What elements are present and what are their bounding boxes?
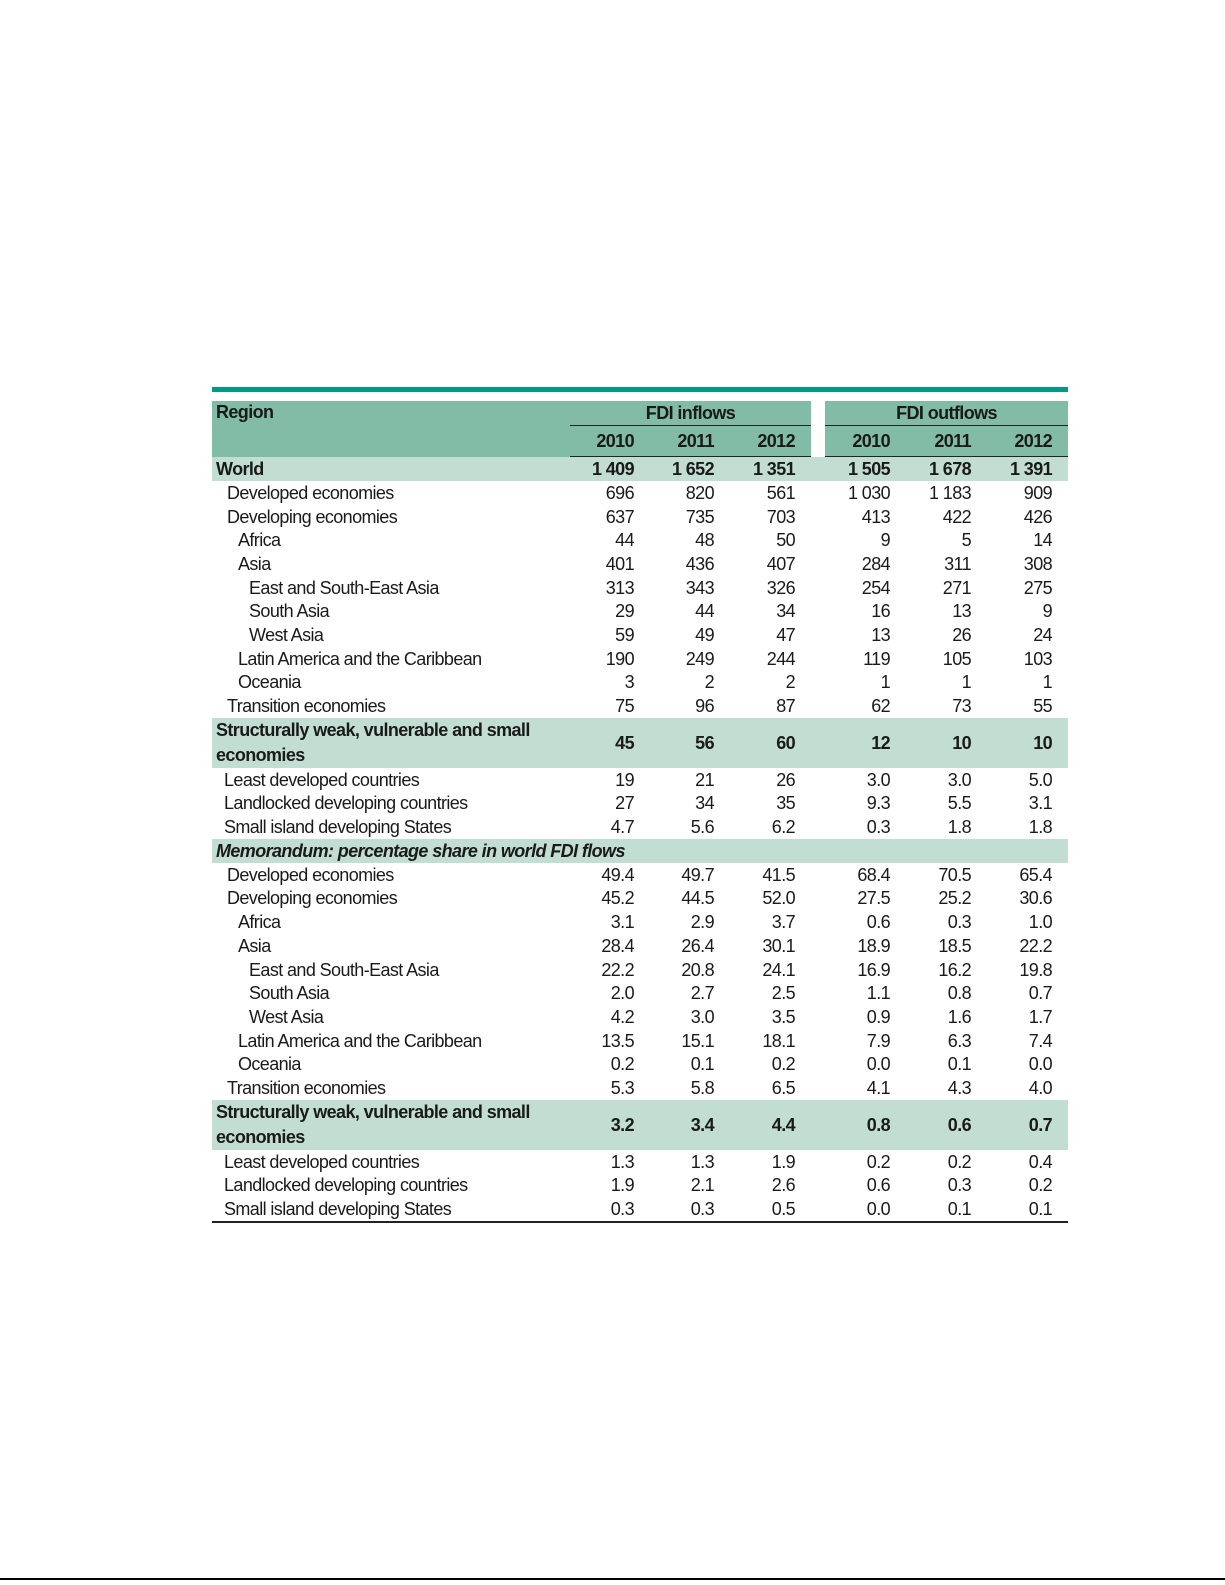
inflow-cell: 1 351 xyxy=(730,457,811,482)
outflow-cell: 18.9 xyxy=(857,935,891,956)
row-label: Latin America and the Caribbean xyxy=(238,1030,482,1051)
inflow-cell: 2.7 xyxy=(690,983,714,1004)
outflow-cell: 0.3 xyxy=(866,817,891,838)
region-header: Region xyxy=(212,401,570,457)
inflow-cell: 50 xyxy=(776,530,796,551)
table-row xyxy=(212,1197,1068,1221)
outflow-cell: 10 xyxy=(906,718,987,768)
inflow-cell: 1.3 xyxy=(690,1151,714,1172)
inflow-cell: 190 xyxy=(605,648,634,669)
outflow-cell: 9 xyxy=(1042,601,1053,622)
inflow-cell: 2.6 xyxy=(771,1175,796,1196)
inflow-cell: 34 xyxy=(695,793,714,814)
outflow-cell: 1.0 xyxy=(1028,912,1053,933)
memorandum-label: Memorandum: percentage share in world FDI flows xyxy=(212,839,1068,863)
inflow-cell: 13.5 xyxy=(601,1030,634,1051)
outflow-cell: 3.1 xyxy=(1028,793,1053,814)
outflow-cell: 5 xyxy=(961,530,972,551)
outflow-cell: 308 xyxy=(1023,553,1053,574)
outflow-cell: 9 xyxy=(880,530,891,551)
outflow-cell: 119 xyxy=(863,648,891,669)
outflow-cell: 7.9 xyxy=(866,1030,891,1051)
outflow-cell: 0.6 xyxy=(866,912,891,933)
outflow-cell: 0.8 xyxy=(947,983,972,1004)
table-row xyxy=(212,981,1068,1005)
outflow-cell: 65.4 xyxy=(1019,864,1053,885)
row-label: Developed economies xyxy=(227,482,394,503)
inflow-cell: 3.5 xyxy=(771,1006,796,1027)
inflow-cell: 5.8 xyxy=(690,1077,714,1098)
outflow-cell: 105 xyxy=(942,648,972,669)
inflow-cell: 0.5 xyxy=(771,1199,796,1220)
inflow-cell: 244 xyxy=(766,648,796,669)
table-row xyxy=(212,910,1068,934)
row-label: South Asia xyxy=(249,601,330,622)
row-label: Structurally weak, vulnerable and small economies xyxy=(212,718,570,768)
inflow-cell: 41.5 xyxy=(762,864,796,885)
table-row xyxy=(212,1005,1068,1029)
outflow-cell: 0.1 xyxy=(947,1054,972,1075)
inflow-cell: 49.7 xyxy=(681,864,714,885)
outflow-cell: 0.6 xyxy=(866,1175,891,1196)
outflow-cell: 0.1 xyxy=(1028,1199,1053,1220)
outflow-cell: 0.3 xyxy=(947,1175,972,1196)
year-header: 2011 xyxy=(906,426,987,457)
row-label: Structurally weak, vulnerable and small economies xyxy=(212,1100,570,1150)
outflow-cell: 18.5 xyxy=(938,935,972,956)
outflow-cell: 275 xyxy=(1023,577,1053,598)
table-row xyxy=(212,1150,1068,1174)
year-header: 2011 xyxy=(650,426,730,457)
table-row xyxy=(212,792,1068,816)
row-label: Developing economies xyxy=(227,888,398,909)
inflow-cell: 3.0 xyxy=(690,1006,714,1027)
inflow-cell: 0.1 xyxy=(690,1054,714,1075)
outflow-cell: 25.2 xyxy=(938,888,972,909)
year-header: 2010 xyxy=(825,426,906,457)
inflow-cell: 44.5 xyxy=(681,888,714,909)
table-row xyxy=(212,576,1068,600)
outflow-cell: 16.2 xyxy=(938,959,972,980)
fdi-data-table xyxy=(212,401,1068,1221)
outflow-cell: 6.3 xyxy=(947,1030,972,1051)
inflow-cell: 313 xyxy=(605,577,634,598)
inflow-cell: 6.5 xyxy=(771,1077,796,1098)
row-label: East and South-East Asia xyxy=(249,959,439,980)
inflow-cell: 26 xyxy=(776,769,796,790)
row-label: South Asia xyxy=(249,983,330,1004)
table-row xyxy=(212,457,1068,482)
outflow-cell: 55 xyxy=(1033,696,1053,717)
row-label: West Asia xyxy=(249,1006,324,1027)
inflow-cell: 1.9 xyxy=(610,1175,634,1196)
table-row xyxy=(212,481,1068,505)
inflow-cell: 249 xyxy=(685,648,714,669)
outflow-cell: 1.7 xyxy=(1028,1006,1053,1027)
table-row xyxy=(212,623,1068,647)
table-row xyxy=(212,768,1068,792)
table-row xyxy=(212,528,1068,552)
outflow-cell: 13 xyxy=(871,624,891,645)
inflow-cell: 27 xyxy=(615,793,634,814)
outflow-cell: 1.8 xyxy=(1028,817,1053,838)
inflow-cell: 2.5 xyxy=(771,983,796,1004)
inflow-cell: 45 xyxy=(570,718,650,768)
inflow-cell: 22.2 xyxy=(601,959,634,980)
outflow-cell: 4.1 xyxy=(866,1077,891,1098)
row-label: Developed economies xyxy=(227,864,394,885)
inflow-cell: 48 xyxy=(695,530,714,551)
inflow-cell: 44 xyxy=(695,601,714,622)
inflow-cell: 5.6 xyxy=(690,817,714,838)
outflow-cell: 311 xyxy=(944,553,972,574)
outflow-cell: 27.5 xyxy=(857,888,891,909)
outflows-header: FDI outflows xyxy=(825,401,1068,426)
page-bottom-rule xyxy=(0,1578,1225,1580)
outflow-cell: 26 xyxy=(952,624,972,645)
outflow-cell: 14 xyxy=(1033,530,1053,551)
outflow-cell: 422 xyxy=(942,506,972,527)
table-row xyxy=(212,552,1068,576)
outflow-cell: 7.4 xyxy=(1028,1030,1053,1051)
row-label: West Asia xyxy=(249,624,324,645)
outflow-cell: 0.3 xyxy=(947,912,972,933)
row-label: Small island developing States xyxy=(224,1199,452,1220)
inflow-cell: 703 xyxy=(766,506,796,527)
outflow-cell: 10 xyxy=(987,718,1068,768)
outflow-cell: 19.8 xyxy=(1019,959,1053,980)
inflow-cell: 30.1 xyxy=(762,935,796,956)
outflow-cell: 30.6 xyxy=(1019,888,1053,909)
outflow-cell: 1.6 xyxy=(947,1006,972,1027)
inflow-cell: 96 xyxy=(695,696,714,717)
outflow-cell: 62 xyxy=(871,696,891,717)
inflow-cell: 75 xyxy=(615,696,634,717)
outflow-cell: 22.2 xyxy=(1019,935,1053,956)
row-label: Asia xyxy=(238,553,271,574)
inflow-cell: 735 xyxy=(685,506,714,527)
table-row xyxy=(212,505,1068,529)
table-row xyxy=(212,1076,1068,1100)
fdi-table xyxy=(212,387,1068,1223)
outflow-cell: 4.3 xyxy=(947,1077,972,1098)
outflow-cell: 16.9 xyxy=(857,959,891,980)
inflow-cell: 28.4 xyxy=(601,935,634,956)
outflow-cell: 9.3 xyxy=(866,793,891,814)
inflow-cell: 561 xyxy=(766,482,796,503)
row-label: Landlocked developing countries xyxy=(224,1175,468,1196)
table-row xyxy=(212,958,1068,982)
outflow-cell: 103 xyxy=(1023,648,1053,669)
inflow-cell: 49 xyxy=(695,624,714,645)
inflow-cell: 19 xyxy=(615,769,634,790)
inflows-header: FDI inflows xyxy=(570,401,811,426)
row-label: World xyxy=(212,457,570,482)
outflow-cell: 3.0 xyxy=(866,769,891,790)
outflow-cell: 68.4 xyxy=(857,864,891,885)
inflow-cell: 0.3 xyxy=(610,1199,634,1220)
table-row xyxy=(212,1100,1068,1150)
inflow-cell: 2 xyxy=(704,672,714,693)
inflow-cell: 343 xyxy=(685,577,714,598)
table-row xyxy=(212,599,1068,623)
outflow-cell: 0.4 xyxy=(1028,1151,1053,1172)
outflow-cell: 1.8 xyxy=(947,817,972,838)
table-bottom-rule xyxy=(212,1221,1068,1223)
outflow-cell: 413 xyxy=(861,506,891,527)
inflow-cell: 696 xyxy=(605,482,634,503)
inflow-cell: 35 xyxy=(776,793,796,814)
inflow-cell: 2.9 xyxy=(690,912,714,933)
row-label: Transition economies xyxy=(227,696,386,717)
inflow-cell: 637 xyxy=(605,506,634,527)
outflow-cell: 1 678 xyxy=(906,457,987,482)
outflow-cell: 1 505 xyxy=(825,457,906,482)
outflow-cell: 24 xyxy=(1033,624,1053,645)
inflow-cell: 18.1 xyxy=(762,1030,796,1051)
outflow-cell: 5.5 xyxy=(947,793,972,814)
inflow-cell: 1 409 xyxy=(570,457,650,482)
table-row xyxy=(212,934,1068,958)
inflow-cell: 47 xyxy=(776,624,796,645)
outflow-cell: 0.2 xyxy=(947,1151,972,1172)
inflow-cell: 436 xyxy=(685,553,714,574)
memorandum-row xyxy=(212,839,1068,863)
inflow-cell: 3.1 xyxy=(610,912,634,933)
outflow-cell: 0.8 xyxy=(825,1100,906,1150)
inflow-cell: 4.4 xyxy=(730,1100,811,1150)
inflow-cell: 3 xyxy=(624,672,634,693)
outflow-cell: 909 xyxy=(1023,482,1053,503)
outflow-cell: 16 xyxy=(871,601,891,622)
inflow-cell: 407 xyxy=(766,553,796,574)
row-label: Landlocked developing countries xyxy=(224,793,468,814)
outflow-cell: 0.9 xyxy=(866,1006,891,1027)
inflow-cell: 0.2 xyxy=(610,1054,634,1075)
inflow-cell: 1 652 xyxy=(650,457,730,482)
outflow-cell: 0.0 xyxy=(866,1054,891,1075)
inflow-cell: 24.1 xyxy=(762,959,796,980)
inflow-cell: 29 xyxy=(615,601,634,622)
outflow-cell: 1 391 xyxy=(987,457,1068,482)
inflow-cell: 0.2 xyxy=(771,1054,796,1075)
outflow-cell: 1 030 xyxy=(847,482,891,503)
outflow-cell: 0.7 xyxy=(987,1100,1068,1150)
outflow-cell: 0.2 xyxy=(866,1151,891,1172)
table-row xyxy=(212,718,1068,768)
outflow-cell: 1.1 xyxy=(866,983,891,1004)
outflow-cell: 73 xyxy=(952,696,972,717)
outflow-cell: 284 xyxy=(861,553,891,574)
inflow-cell: 4.2 xyxy=(610,1006,634,1027)
outflow-cell: 1 xyxy=(961,672,972,693)
outflow-cell: 0.0 xyxy=(866,1199,891,1220)
inflow-cell: 26.4 xyxy=(681,935,714,956)
inflow-cell: 60 xyxy=(730,718,811,768)
table-row xyxy=(212,815,1068,839)
inflow-cell: 34 xyxy=(776,601,796,622)
inflow-cell: 6.2 xyxy=(771,817,796,838)
outflow-cell: 5.0 xyxy=(1028,769,1053,790)
inflow-cell: 1.3 xyxy=(610,1151,634,1172)
row-label: Oceania xyxy=(238,672,301,693)
outflow-cell: 0.1 xyxy=(947,1199,972,1220)
row-label: Oceania xyxy=(238,1054,301,1075)
inflow-cell: 49.4 xyxy=(601,864,634,885)
row-label: Least developed countries xyxy=(224,769,420,790)
inflow-cell: 4.7 xyxy=(610,817,634,838)
inflow-cell: 0.3 xyxy=(690,1199,714,1220)
inflow-cell: 3.4 xyxy=(650,1100,730,1150)
outflow-cell: 426 xyxy=(1023,506,1053,527)
outflow-cell: 1 183 xyxy=(928,482,972,503)
outflow-cell: 70.5 xyxy=(938,864,972,885)
table-row xyxy=(212,1029,1068,1053)
inflow-cell: 1.9 xyxy=(771,1151,796,1172)
outflow-cell: 12 xyxy=(825,718,906,768)
table-row xyxy=(212,887,1068,911)
inflow-cell: 2.0 xyxy=(610,983,634,1004)
outflow-cell: 3.0 xyxy=(947,769,972,790)
inflow-cell: 87 xyxy=(776,696,796,717)
row-label: Least developed countries xyxy=(224,1151,420,1172)
table-row xyxy=(212,694,1068,718)
inflow-cell: 15.1 xyxy=(681,1030,714,1051)
row-label: Transition economies xyxy=(227,1077,386,1098)
inflow-cell: 326 xyxy=(766,577,796,598)
outflow-cell: 0.7 xyxy=(1028,983,1053,1004)
table-row xyxy=(212,1174,1068,1198)
inflow-cell: 20.8 xyxy=(681,959,714,980)
table-row xyxy=(212,863,1068,887)
inflow-cell: 2 xyxy=(785,672,796,693)
outflow-cell: 1 xyxy=(880,672,891,693)
row-label: Asia xyxy=(238,935,271,956)
row-label: Africa xyxy=(238,530,281,551)
row-label: Small island developing States xyxy=(224,817,452,838)
outflow-cell: 1 xyxy=(1042,672,1053,693)
inflow-cell: 401 xyxy=(605,553,634,574)
outflow-cell: 271 xyxy=(942,577,972,598)
inflow-cell: 820 xyxy=(685,482,714,503)
row-label: Latin America and the Caribbean xyxy=(238,648,482,669)
inflow-cell: 44 xyxy=(615,530,634,551)
inflow-cell: 5.3 xyxy=(610,1077,634,1098)
year-header: 2012 xyxy=(730,426,811,457)
row-label: East and South-East Asia xyxy=(249,577,439,598)
inflow-cell: 2.1 xyxy=(690,1175,714,1196)
table-row xyxy=(212,1052,1068,1076)
outflow-cell: 254 xyxy=(861,577,891,598)
outflow-cell: 0.0 xyxy=(1028,1054,1053,1075)
outflow-cell: 0.2 xyxy=(1028,1175,1053,1196)
inflow-cell: 59 xyxy=(615,624,634,645)
row-label: Africa xyxy=(238,912,281,933)
outflow-cell: 0.6 xyxy=(906,1100,987,1150)
year-header: 2010 xyxy=(570,426,650,457)
outflow-cell: 13 xyxy=(952,601,972,622)
inflow-cell: 45.2 xyxy=(601,888,634,909)
inflow-cell: 21 xyxy=(695,769,714,790)
inflow-cell: 52.0 xyxy=(762,888,796,909)
row-label: Developing economies xyxy=(227,506,398,527)
year-header: 2012 xyxy=(987,426,1068,457)
table-row xyxy=(212,671,1068,695)
inflow-cell: 3.7 xyxy=(771,912,796,933)
outflow-cell: 4.0 xyxy=(1028,1077,1053,1098)
inflow-cell: 3.2 xyxy=(570,1100,650,1150)
inflow-cell: 56 xyxy=(650,718,730,768)
table-row xyxy=(212,647,1068,671)
